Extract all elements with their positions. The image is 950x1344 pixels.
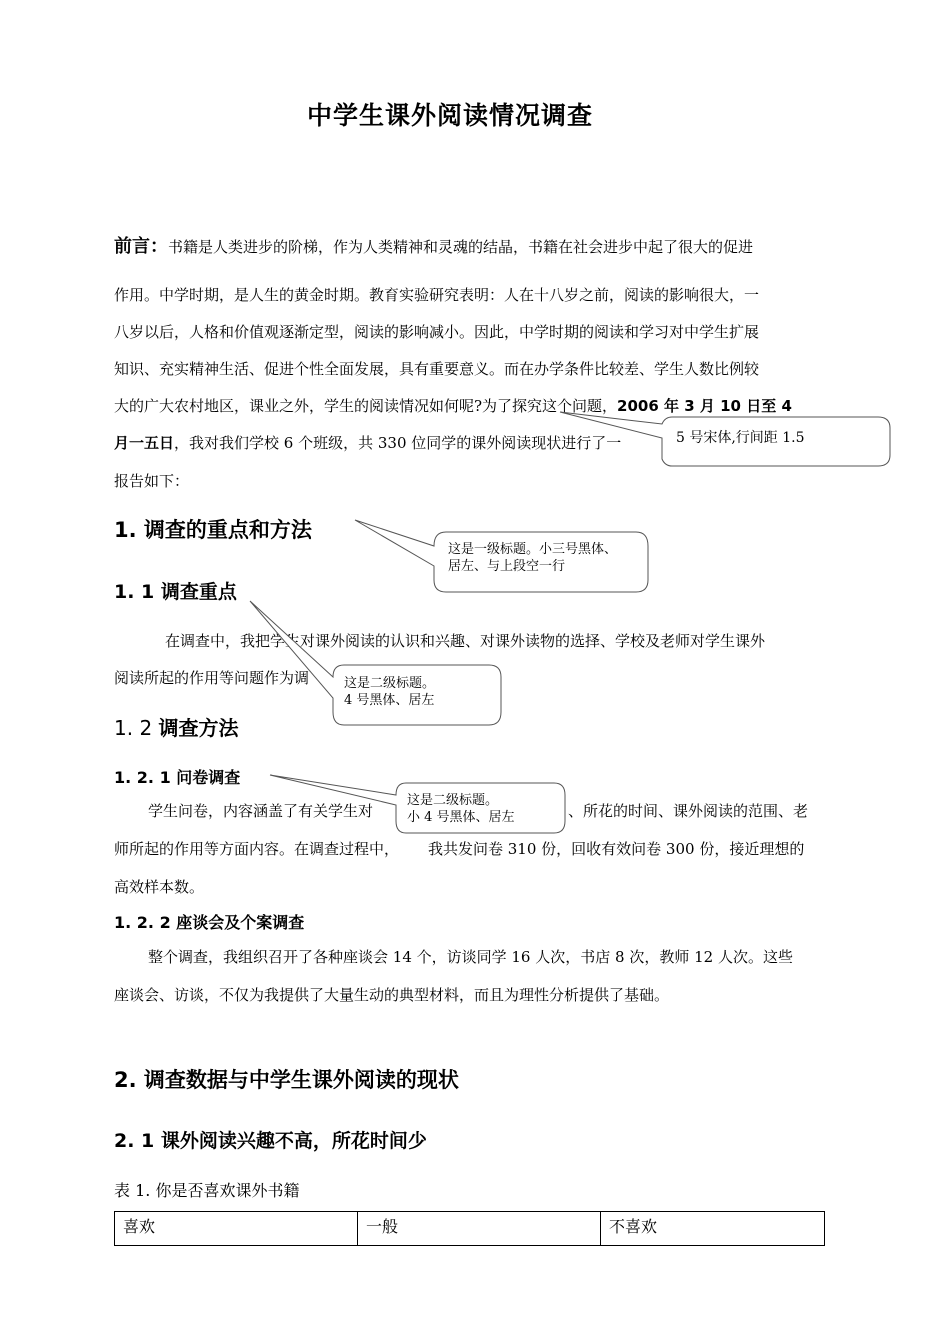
preface-line-2: 作用。中学时期，是人生的黄金时期。教育实验研究表明：人在十八岁之前，阅读的影响很大，一 <box>114 286 760 304</box>
callout-text-3 <box>344 675 435 709</box>
preface-text-1: 书籍是人类进步的阶梯，作为人类精神和灵魂的结晶，书籍在社会进步中起了很大的促进 <box>168 238 754 256</box>
preface-date-1: 2006 年 3 月 10 日至 4 <box>617 397 792 415</box>
heading-level2-2-1: 2. 1 课外阅读兴趣不高，所花时间少 <box>114 1130 427 1152</box>
sec1-2-1-line-2b: 我共发问卷 310 份，回收有效问卷 300 份，接近理想的 <box>428 840 805 858</box>
preface-text-5: 大的广大农村地区，课业之外，学生的阅读情况如何呢?为了探究这个问题， <box>114 397 618 415</box>
document-title: 中学生课外阅读情况调查 <box>306 101 593 130</box>
heading-level1-sec1: 1. 调查的重点和方法 <box>114 518 312 542</box>
preface-line-3: 八岁以后，人格和价值观逐渐定型，阅读的影响减小。因此，中学时期的阅读和学习对中学生扩展 <box>114 323 760 341</box>
heading-level3-1-2-2: 1. 2. 2 座谈会及个案调查 <box>114 913 305 932</box>
preface-line-7: 报告如下： <box>114 472 190 490</box>
sec1-1-line-1: 在调查中，我把学生对课外阅读的认识和兴趣、对课外读物的选择、学校及老师对学生课外 <box>165 632 766 650</box>
callout-2-line-2: 居左、与上段空一行 <box>448 559 566 574</box>
callout-3-line-1: 这是二级标题。 <box>344 676 436 691</box>
heading-level1-sec2: 2. 调查数据与中学生课外阅读的现状 <box>114 1068 459 1092</box>
callout-3-line-2: 4 号黑体、居左 <box>344 693 435 708</box>
sec1-2-2-line-2: 座谈会、访谈，不仅为我提供了大量生动的典型材料，而且为理性分析提供了基础。 <box>114 986 670 1004</box>
preface-text-6: ，我对我们学校 6 个班级，共 330 位同学的课外阅读现状进行了一 <box>174 434 622 452</box>
table-cell: 不喜欢 <box>601 1212 825 1246</box>
callout-4-line-1: 这是二级标题。 <box>407 793 499 808</box>
preface-line-4: 知识、充实精神生活、促进个性全面发展，具有重要意义。而在办学条件比较差、学生人数比例较 <box>114 360 760 378</box>
callout-text-2 <box>448 541 617 575</box>
callout-2-line-1: 这是一级标题。小三号黑体、 <box>448 542 618 557</box>
sec1-2-1-line-1a: 学生问卷，内容涵盖了有关学生对 <box>148 802 374 820</box>
table-cell: 一般 <box>358 1212 601 1246</box>
callout-text-1: 5 号宋体,行间距 1.5 <box>676 430 805 446</box>
heading-1-2-number: 1. 2 <box>114 716 153 740</box>
sec1-2-1-line-1b: 、所花的时间、课外阅读的范围、老 <box>568 802 809 820</box>
preface-lead: 前言： <box>114 236 168 257</box>
table1-caption: 表 1. 你是否喜欢课外书籍 <box>114 1181 300 1200</box>
heading-level2-1-1: 1. 1 调查重点 <box>114 581 237 603</box>
sec1-2-2-line-1: 整个调查，我组织召开了各种座谈会 14 个，访谈同学 16 人次，书店 8 次，教师 12 人次。这些 <box>148 948 793 966</box>
callout-4-line-2: 小 4 号黑体、居左 <box>407 810 515 825</box>
sec1-2-1-line-3: 高效样本数。 <box>114 878 205 896</box>
table-cell: 喜欢 <box>115 1212 358 1246</box>
heading-1-2-text: 调查方法 <box>158 716 239 740</box>
sec1-1-line-2: 阅读所起的作用等问题作为调 <box>114 669 310 687</box>
preface-date-2: 月一五日 <box>114 434 175 452</box>
sec1-2-1-line-2a: 师所起的作用等方面内容。在调查过程中， <box>114 840 400 858</box>
callout-text-4 <box>407 792 515 826</box>
heading-level3-1-2-1: 1. 2. 1 问卷调查 <box>114 768 241 787</box>
